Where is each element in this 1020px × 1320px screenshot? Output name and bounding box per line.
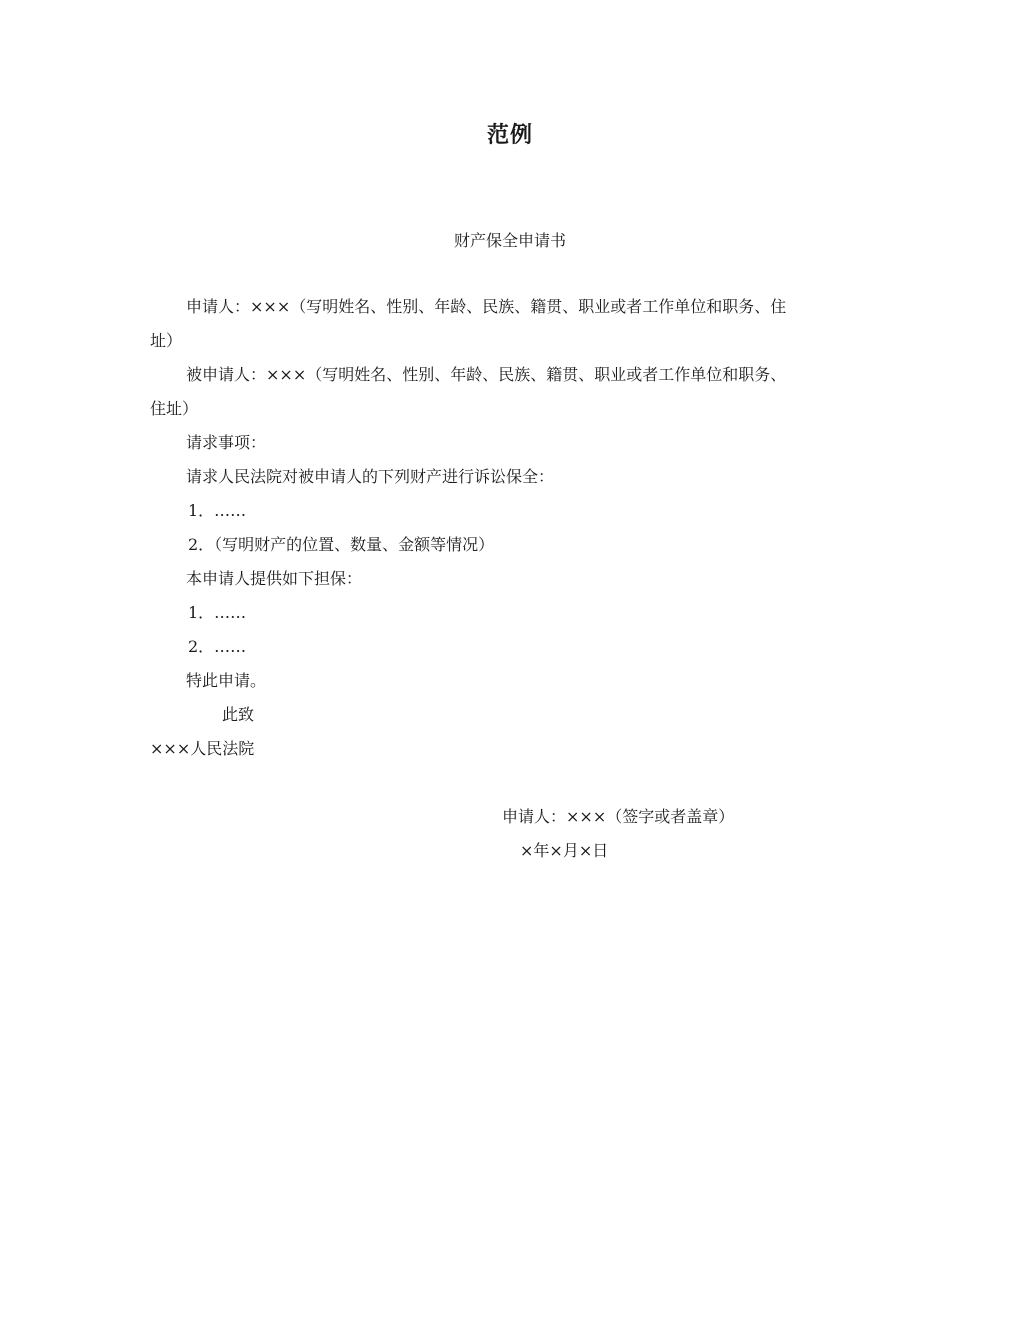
request-heading: 请求事项： xyxy=(186,433,267,452)
date-line: ×年×月×日 xyxy=(520,841,609,860)
applicant-paragraph: 申请人：×××（写明姓名、性别、年龄、民族、籍贯、职业或者工作单位和职务、住址） xyxy=(150,297,787,350)
court-name: ×××人民法院 xyxy=(150,739,255,758)
property-item: 1．…… xyxy=(188,501,247,520)
respondent-paragraph: 被申请人：×××（写明姓名、性别、年龄、民族、籍贯、职业或者工作单位和职务、住址） xyxy=(150,365,787,418)
signature-block xyxy=(502,800,734,868)
guarantee-item: 1．…… xyxy=(188,603,247,622)
document-body xyxy=(150,290,790,766)
salutation: 此致 xyxy=(222,705,255,724)
guarantee-heading: 本申请人提供如下担保： xyxy=(186,569,363,588)
request-body: 请求人民法院对被申请人的下列财产进行诉讼保全： xyxy=(186,467,555,486)
guarantee-item: 2．…… xyxy=(188,637,247,656)
property-item: 2．（写明财产的位置、数量、金额等情况） xyxy=(188,535,495,554)
signer-line: 申请人：×××（签字或者盖章） xyxy=(502,807,735,826)
closing-line: 特此申请。 xyxy=(186,671,267,690)
document-title: 财产保全申请书 xyxy=(453,231,566,250)
page-heading: 范例 xyxy=(486,123,533,148)
